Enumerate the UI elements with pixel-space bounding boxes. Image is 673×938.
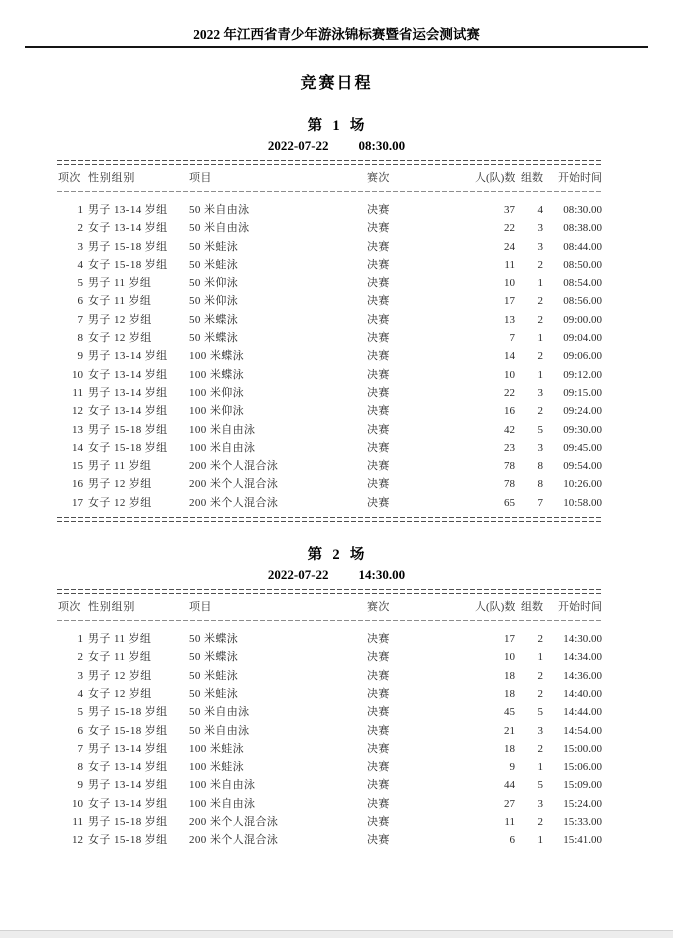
cell-no: 1 — [77, 204, 83, 216]
cell-heats: 1 — [537, 834, 543, 847]
col-header-event: 项目 — [189, 601, 212, 614]
cell-no: 9 — [77, 779, 83, 792]
cell-count: 14 — [504, 350, 515, 363]
cell-event: 50 米自由泳 — [189, 724, 250, 737]
table-row — [57, 274, 602, 292]
table-row — [57, 758, 602, 776]
cell-group: 女子 13-14 岁组 — [88, 761, 168, 774]
cell-event: 100 米蝶泳 — [189, 350, 245, 363]
cell-count: 11 — [504, 258, 515, 271]
cell-start: 15:06.00 — [563, 761, 602, 774]
table-row — [57, 776, 602, 794]
cell-start: 08:38.00 — [563, 222, 602, 235]
cell-count: 44 — [504, 779, 515, 792]
col-header-event: 项目 — [189, 172, 212, 184]
cell-count: 9 — [509, 761, 515, 774]
cell-event: 50 米蝶泳 — [189, 313, 239, 326]
cell-start: 15:09.00 — [563, 779, 602, 792]
cell-group: 女子 13-14 岁组 — [88, 222, 168, 235]
cell-round: 决赛 — [367, 313, 390, 326]
session-date: 2022-07-22 — [267, 138, 329, 153]
cell-start: 15:33.00 — [563, 816, 602, 829]
cell-no: 3 — [77, 240, 83, 253]
cell-start: 08:56.00 — [563, 295, 602, 308]
cell-round: 决赛 — [367, 386, 390, 399]
cell-group: 男子 13-14 岁组 — [88, 742, 168, 755]
cell-round: 决赛 — [367, 761, 390, 774]
cell-no: 11 — [72, 386, 83, 399]
cell-start: 14:34.00 — [563, 651, 602, 664]
cell-start: 10:58.00 — [563, 496, 602, 509]
cell-round: 决赛 — [367, 496, 390, 509]
col-header-heats: 组数 — [521, 172, 543, 184]
cell-group: 女子 12 岁组 — [88, 332, 152, 345]
cell-start: 08:54.00 — [563, 277, 602, 290]
cell-start: 09:06.00 — [563, 350, 602, 363]
table-row — [57, 311, 602, 329]
cell-start: 09:12.00 — [563, 368, 602, 381]
cell-round: 决赛 — [367, 240, 390, 253]
cell-count: 11 — [504, 816, 515, 829]
table-row — [57, 366, 602, 384]
cell-group: 女子 15-18 岁组 — [88, 834, 168, 847]
cell-event: 50 米蛙泳 — [189, 687, 239, 700]
cell-heats: 1 — [537, 368, 543, 381]
col-header-round: 赛次 — [367, 601, 390, 614]
cell-count: 18 — [504, 742, 515, 755]
cell-heats: 5 — [537, 423, 543, 436]
cell-group: 女子 12 岁组 — [88, 687, 152, 700]
cell-round: 决赛 — [367, 797, 390, 810]
cell-round: 决赛 — [367, 651, 390, 664]
cell-event: 100 米自由泳 — [189, 423, 256, 436]
session-start-time: 08:30.00 — [358, 138, 406, 153]
session-datetime — [0, 567, 673, 583]
cell-heats: 2 — [537, 295, 543, 308]
col-header-start: 开始时间 — [558, 601, 602, 614]
cell-heats: 8 — [537, 478, 543, 491]
table-header-row — [57, 165, 602, 191]
session-block — [0, 118, 673, 522]
table-row — [57, 795, 602, 813]
cell-heats: 2 — [537, 669, 543, 682]
cell-no: 13 — [72, 423, 83, 436]
cell-heats: 2 — [537, 258, 543, 271]
cell-no: 6 — [77, 724, 83, 737]
cell-group: 女子 11 岁组 — [88, 295, 152, 308]
cell-event: 100 米仰泳 — [189, 386, 245, 399]
sessions-container — [0, 118, 673, 850]
cell-no: 1 — [77, 633, 83, 646]
cell-no: 8 — [77, 761, 83, 774]
cell-count: 27 — [504, 797, 515, 810]
cell-event: 50 米蝶泳 — [189, 633, 239, 646]
cell-start: 09:15.00 — [563, 386, 602, 399]
cell-group: 男子 12 岁组 — [88, 669, 152, 682]
table-row — [57, 722, 602, 740]
cell-event: 200 米个人混合泳 — [189, 834, 279, 847]
cell-round: 决赛 — [367, 460, 390, 473]
cell-event: 50 米仰泳 — [189, 277, 239, 290]
col-header-count: 人(队)数 — [475, 172, 516, 184]
col-header-no: 项次 — [58, 172, 81, 184]
cell-group: 女子 13-14 岁组 — [88, 797, 168, 810]
cell-count: 21 — [504, 724, 515, 737]
table-row — [57, 238, 602, 256]
table-row — [57, 439, 602, 457]
table-row — [57, 329, 602, 347]
cell-no: 5 — [77, 277, 83, 290]
header-divider-rule — [57, 620, 602, 621]
cell-round: 决赛 — [367, 669, 390, 682]
col-header-no: 项次 — [58, 601, 81, 614]
cell-heats: 3 — [537, 441, 543, 454]
cell-group: 男子 12 岁组 — [88, 313, 152, 326]
cell-count: 16 — [504, 405, 515, 418]
cell-heats: 3 — [537, 222, 543, 235]
cell-group: 男子 15-18 岁组 — [88, 423, 168, 436]
cell-event: 50 米蝶泳 — [189, 332, 239, 345]
cell-event: 50 米自由泳 — [189, 204, 250, 216]
table-row — [57, 292, 602, 310]
cell-group: 男子 12 岁组 — [88, 478, 152, 491]
page-edge-strip — [0, 930, 673, 938]
cell-event: 200 米个人混合泳 — [189, 816, 279, 829]
cell-start: 08:30.00 — [563, 204, 602, 216]
table-row — [57, 740, 602, 758]
cell-round: 决赛 — [367, 816, 390, 829]
cell-count: 45 — [504, 706, 515, 719]
cell-event: 50 米仰泳 — [189, 295, 239, 308]
cell-group: 男子 11 岁组 — [88, 460, 152, 473]
cell-heats: 2 — [537, 350, 543, 363]
cell-no: 14 — [72, 441, 83, 454]
cell-count: 18 — [504, 687, 515, 700]
table-row — [57, 813, 602, 831]
cell-round: 决赛 — [367, 633, 390, 646]
cell-group: 男子 15-18 岁组 — [88, 706, 168, 719]
table-row — [57, 457, 602, 475]
cell-count: 17 — [504, 633, 515, 646]
cell-heats: 5 — [537, 706, 543, 719]
cell-event: 100 米自由泳 — [189, 441, 256, 454]
cell-start: 15:24.00 — [563, 797, 602, 810]
cell-round: 决赛 — [367, 423, 390, 436]
cell-group: 男子 15-18 岁组 — [88, 240, 168, 253]
cell-start: 09:00.00 — [563, 313, 602, 326]
cell-heats: 2 — [537, 405, 543, 418]
table-row — [57, 219, 602, 237]
cell-start: 09:24.00 — [563, 405, 602, 418]
cell-count: 17 — [504, 295, 515, 308]
cell-no: 11 — [72, 816, 83, 829]
table-row — [57, 347, 602, 365]
cell-count: 78 — [504, 460, 515, 473]
cell-count: 7 — [509, 332, 515, 345]
cell-no: 4 — [77, 258, 83, 271]
cell-round: 决赛 — [367, 204, 390, 216]
cell-count: 6 — [509, 834, 515, 847]
cell-no: 15 — [72, 460, 83, 473]
cell-heats: 3 — [537, 724, 543, 737]
cell-heats: 1 — [537, 761, 543, 774]
cell-heats: 2 — [537, 687, 543, 700]
cell-count: 24 — [504, 240, 515, 253]
table-row — [57, 831, 602, 849]
schedule-heading: 竞赛日程 — [300, 75, 373, 92]
cell-start: 09:30.00 — [563, 423, 602, 436]
cell-event: 50 米蛙泳 — [189, 240, 239, 253]
cell-no: 3 — [77, 669, 83, 682]
cell-count: 10 — [504, 368, 515, 381]
cell-count: 13 — [504, 313, 515, 326]
cell-heats: 5 — [537, 779, 543, 792]
cell-no: 10 — [72, 368, 83, 381]
session-datetime — [0, 138, 673, 154]
cell-event: 200 米个人混合泳 — [189, 478, 279, 491]
cell-round: 决赛 — [367, 350, 390, 363]
cell-round: 决赛 — [367, 687, 390, 700]
cell-heats: 2 — [537, 742, 543, 755]
table-row — [57, 475, 602, 493]
cell-no: 8 — [77, 332, 83, 345]
cell-no: 2 — [77, 651, 83, 664]
cell-start: 14:30.00 — [563, 633, 602, 646]
cell-count: 18 — [504, 669, 515, 682]
cell-count: 23 — [504, 441, 515, 454]
cell-event: 100 米自由泳 — [189, 779, 256, 792]
table-row — [57, 384, 602, 402]
cell-start: 14:44.00 — [563, 706, 602, 719]
col-header-start: 开始时间 — [558, 172, 602, 184]
cell-count: 78 — [504, 478, 515, 491]
cell-event: 200 米个人混合泳 — [189, 496, 279, 509]
cell-event: 100 米蛙泳 — [189, 761, 245, 774]
cell-no: 4 — [77, 687, 83, 700]
cell-round: 决赛 — [367, 742, 390, 755]
cell-group: 男子 11 岁组 — [88, 633, 152, 646]
schedule-table — [57, 160, 602, 522]
cell-round: 决赛 — [367, 478, 390, 491]
cell-start: 15:00.00 — [563, 742, 602, 755]
cell-group: 女子 15-18 岁组 — [88, 441, 168, 454]
cell-start: 15:41.00 — [563, 834, 602, 847]
table-row — [57, 201, 602, 219]
cell-no: 7 — [77, 742, 83, 755]
cell-heats: 1 — [537, 277, 543, 290]
cell-heats: 2 — [537, 313, 543, 326]
session-date: 2022-07-22 — [267, 567, 329, 583]
cell-heats: 8 — [537, 460, 543, 473]
cell-round: 决赛 — [367, 834, 390, 847]
cell-start: 14:36.00 — [563, 669, 602, 682]
table-row — [57, 630, 602, 648]
cell-count: 37 — [504, 204, 515, 216]
schedule-table — [57, 589, 602, 850]
session-title: 第 1 场 — [307, 118, 366, 134]
cell-heats: 2 — [537, 816, 543, 829]
cell-round: 决赛 — [367, 277, 390, 290]
cell-count: 22 — [504, 386, 515, 399]
cell-event: 100 米蝶泳 — [189, 368, 245, 381]
cell-round: 决赛 — [367, 332, 390, 345]
cell-group: 女子 13-14 岁组 — [88, 405, 168, 418]
cell-event: 100 米仰泳 — [189, 405, 245, 418]
cell-start: 10:26.00 — [563, 478, 602, 491]
cell-round: 决赛 — [367, 405, 390, 418]
cell-no: 5 — [77, 706, 83, 719]
table-body — [57, 201, 602, 512]
cell-round: 决赛 — [367, 724, 390, 737]
cell-round: 决赛 — [367, 295, 390, 308]
cell-no: 17 — [72, 496, 83, 509]
cell-no: 9 — [77, 350, 83, 363]
col-header-group: 性别组别 — [88, 172, 136, 184]
cell-group: 男子 11 岁组 — [88, 277, 152, 290]
cell-event: 50 米蝶泳 — [189, 651, 239, 664]
table-row — [57, 402, 602, 420]
cell-event: 50 米自由泳 — [189, 222, 250, 235]
table-header-row — [57, 594, 602, 620]
cell-event: 50 米蛙泳 — [189, 258, 239, 271]
col-header-round: 赛次 — [367, 172, 390, 184]
cell-event: 100 米蛙泳 — [189, 742, 245, 755]
table-body — [57, 630, 602, 850]
cell-round: 决赛 — [367, 441, 390, 454]
cell-no: 10 — [72, 797, 83, 810]
table-row — [57, 685, 602, 703]
cell-group: 女子 15-18 岁组 — [88, 258, 168, 271]
session-start-time: 14:30.00 — [358, 567, 406, 583]
cell-heats: 3 — [537, 797, 543, 810]
cell-group: 女子 12 岁组 — [88, 496, 152, 509]
cell-heats: 3 — [537, 386, 543, 399]
cell-count: 65 — [504, 496, 515, 509]
cell-start: 08:50.00 — [563, 258, 602, 271]
cell-group: 女子 13-14 岁组 — [88, 368, 168, 381]
cell-round: 决赛 — [367, 222, 390, 235]
cell-start: 09:04.00 — [563, 332, 602, 345]
cell-heats: 3 — [537, 240, 543, 253]
cell-heats: 7 — [537, 496, 543, 509]
cell-no: 7 — [77, 313, 83, 326]
cell-event: 50 米自由泳 — [189, 706, 250, 719]
cell-count: 10 — [504, 277, 515, 290]
cell-start: 08:44.00 — [563, 240, 602, 253]
cell-no: 12 — [72, 834, 83, 847]
cell-count: 10 — [504, 651, 515, 664]
table-row — [57, 256, 602, 274]
cell-start: 09:45.00 — [563, 441, 602, 454]
table-bottom-rule — [57, 517, 602, 522]
cell-start: 14:54.00 — [563, 724, 602, 737]
cell-heats: 1 — [537, 332, 543, 345]
table-row — [57, 494, 602, 512]
col-header-group: 性别组别 — [88, 601, 136, 614]
table-row — [57, 667, 602, 685]
table-row — [57, 648, 602, 666]
cell-start: 09:54.00 — [563, 460, 602, 473]
cell-group: 女子 11 岁组 — [88, 651, 152, 664]
cell-heats: 2 — [537, 633, 543, 646]
cell-count: 22 — [504, 222, 515, 235]
table-row — [57, 703, 602, 721]
cell-round: 决赛 — [367, 368, 390, 381]
cell-round: 决赛 — [367, 779, 390, 792]
cell-count: 42 — [504, 423, 515, 436]
cell-round: 决赛 — [367, 258, 390, 271]
header-divider-rule — [57, 191, 602, 192]
cell-group: 女子 15-18 岁组 — [88, 724, 168, 737]
session-block — [0, 547, 673, 850]
table-row — [57, 421, 602, 439]
cell-event: 200 米个人混合泳 — [189, 460, 279, 473]
cell-no: 12 — [72, 405, 83, 418]
cell-no: 6 — [77, 295, 83, 308]
cell-no: 2 — [77, 222, 83, 235]
col-header-count: 人(队)数 — [475, 601, 516, 614]
cell-group: 男子 13-14 岁组 — [88, 204, 168, 216]
col-header-heats: 组数 — [521, 601, 543, 614]
title-underline — [25, 46, 648, 48]
cell-event: 50 米蛙泳 — [189, 669, 239, 682]
cell-group: 男子 13-14 岁组 — [88, 386, 168, 399]
cell-no: 16 — [72, 478, 83, 491]
cell-group: 男子 13-14 岁组 — [88, 779, 168, 792]
session-title: 第 2 场 — [307, 547, 366, 564]
cell-round: 决赛 — [367, 706, 390, 719]
cell-group: 男子 15-18 岁组 — [88, 816, 168, 829]
cell-start: 14:40.00 — [563, 687, 602, 700]
cell-group: 男子 13-14 岁组 — [88, 350, 168, 363]
cell-heats: 4 — [537, 204, 543, 216]
cell-event: 100 米自由泳 — [189, 797, 256, 810]
document-title: 2022 年江西省青少年游泳锦标赛暨省运会测试赛 — [193, 27, 480, 42]
cell-heats: 1 — [537, 651, 543, 664]
